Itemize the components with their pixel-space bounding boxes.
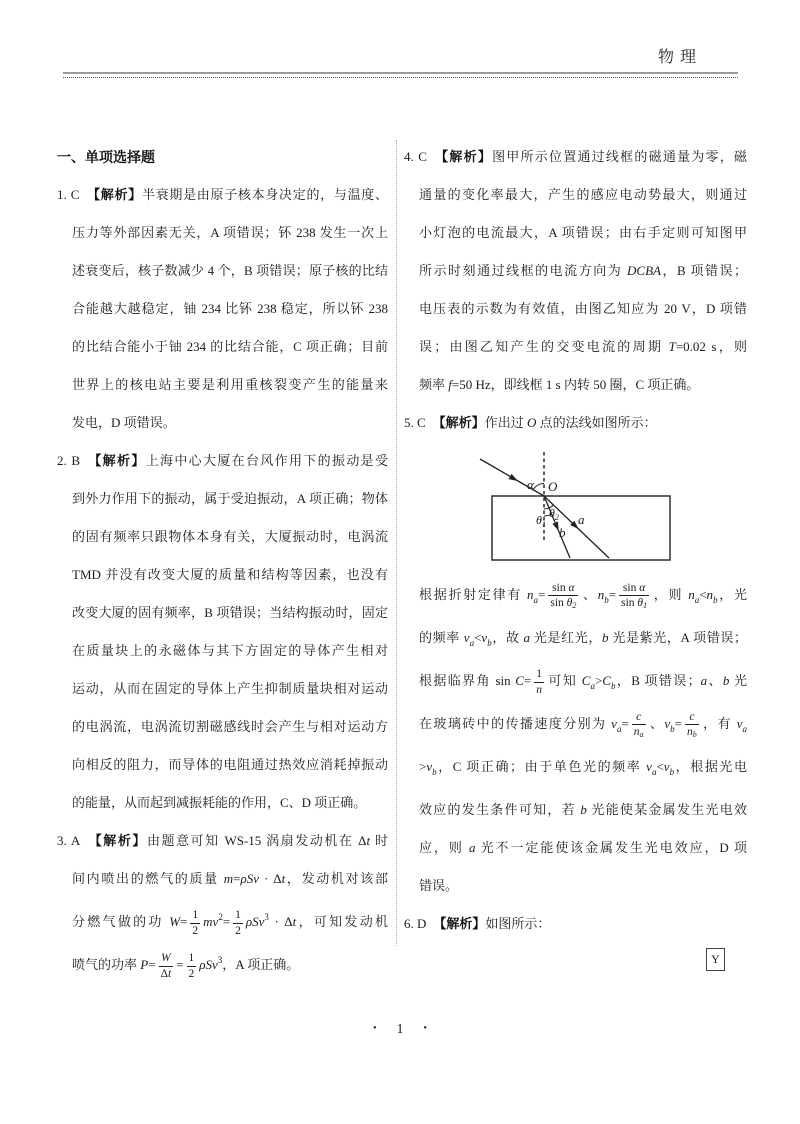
section-title: 一、单项选择题 — [57, 149, 155, 165]
text-line: 在玻璃砖中的传播速度分别为 $v_a=$ $\frac{c}{na}$ 、$v_b=$ $\frac{c}{nb}$ ，有 $v_a$ — [419, 710, 747, 740]
item-number: 4. C — [404, 149, 427, 164]
text-line: 喷气的功率 P= $\frac{W}{\Delta t}$ = $\frac{1}{2}$ ρSv$^3$，A 项正确。 — [72, 952, 300, 980]
text-line: 合能越大越稳定，铀 234 比钚 238 稳定，所以钚 238 — [72, 301, 388, 316]
header-rule — [63, 72, 738, 78]
text-line: 改变大厦的固有频率，B 项错误；当结构振动时，固定 — [72, 605, 388, 620]
text-line: 根据临界角 sin C= $\frac{1}{n}$ 可知 $C_a>C_b$，B 项错误；a、b 光 — [419, 668, 747, 696]
text-line: 的频率 $\nu_a<\nu_b$，故 a 光是红光，b 光是紫光，A 项错误； — [419, 630, 747, 648]
answer-item-1 — [57, 176, 388, 442]
incident-ray-arrow-icon — [509, 474, 520, 484]
text-line: 1. C 【解析】半衰期是由原子核本身决定的，与温度、 — [57, 187, 388, 202]
text-line: 4. C 【解析】图甲所示位置通过线框的磁通量为零，磁 — [404, 149, 747, 164]
answer-item-3 — [57, 822, 388, 984]
text-line: 到外力作用下的振动，属于受迫振动，A 项正确；物体 — [72, 491, 388, 506]
text-line: 向相反的阻力，而导体的电阻通过热效应消耗掉振动 — [72, 757, 388, 772]
ray-a-label: a — [578, 512, 585, 527]
answer-item-6 — [404, 905, 747, 943]
text-line: 世界上的核电站主要是利用重核裂变产生的能量来 — [72, 377, 388, 392]
text-line: 3. A 【解析】由题意可知 WS-15 涡扇发动机在 Δt 时 — [57, 833, 388, 848]
text-line: 所示时刻通过线框的电流方向为 DCBA，B 项错误； — [419, 263, 747, 278]
fraction: $\frac{1}{2}$ — [192, 909, 199, 937]
fraction: $\frac{1}{2}$ — [188, 952, 195, 980]
version-mark-box: Y — [706, 948, 725, 971]
column-divider — [396, 140, 397, 946]
text-line: 应，则 a 光不一定能使该金属发生光电效应，D 项 — [419, 840, 747, 855]
text-line: 运动，从而在固定的导体上产生抑制质量块相对运动 — [72, 681, 388, 696]
text-line: 效应的发生条件可知，若 b 光能使某金属发生光电效 — [419, 802, 747, 817]
text-line: 间内喷出的燃气的质量 m=ρSv · Δt，发动机对该部 — [72, 871, 388, 886]
item-number: 6. D — [404, 916, 427, 931]
alpha-angle-arc — [533, 484, 544, 490]
text-line: 发电，D 项错误。 — [72, 415, 176, 430]
text-line: 根据折射定律有 $n_a=$ $\frac{\text{sin α}}{\text{sin θ2}}$ 、$n_b=$ $\frac{\text{sin α}}{\text{sin θ1}}$ ，则 $n_a<n_b$，光 — [419, 581, 747, 611]
text-line: 通量的变化率最大，产生的感应电动势最大，则通过 — [419, 187, 747, 202]
fraction: $\frac{1}{n}$ — [536, 668, 543, 696]
glass-block — [492, 496, 670, 560]
text-line: 错误。 — [419, 878, 459, 893]
answer-item-5-intro — [404, 404, 747, 442]
text-line: 6. D 【解析】如图所示： — [404, 916, 551, 931]
left-column — [57, 138, 388, 984]
right-column — [404, 138, 747, 943]
item-number: 5. C — [404, 415, 426, 430]
fraction: $\frac{\text{sin α}}{\text{sin θ2}}$ — [550, 581, 577, 611]
fraction: $\frac{1}{2}$ — [235, 909, 241, 937]
text-line: 分燃气做的功 W= $\frac{1}{2}$ $mv^2=$ $\frac{1}{2}$ ρSv$^3$ · Δt，可知发动机 — [72, 909, 388, 937]
item-number: 1. C — [57, 187, 80, 202]
text-line: TMD 并没有改变大厦的质量和结构等因素，也没有 — [72, 567, 388, 582]
text-line: 5. C 【解析】作出过 O 点的法线如图所示： — [404, 415, 657, 430]
text-line: 的固有频率只跟物体本身有关，大厦振动时，电涡流 — [72, 529, 388, 544]
text-line: 在质量块上的永磁体与其下方固定的导体产生相对 — [72, 643, 388, 658]
text-line: 的电涡流，电涡流切割磁感线时会产生与相对运动方 — [72, 719, 388, 734]
theta1-label: $\theta_1$ — [536, 513, 546, 529]
text-line: $>v_b$，C 项正确；由于单色光的频率 $\nu_a<\nu_b$，根据光电 — [419, 759, 747, 777]
fraction: $\frac{\text{sin α}}{\text{sin θ1}}$ — [621, 581, 648, 611]
text-line: 误；由图乙知产生的交变电流的周期 T=0.02 s，则 — [419, 339, 747, 354]
text-line: 的能量，从而起到减振耗能的作用，C、D 项正确。 — [72, 795, 367, 810]
footer-left-dot: • — [372, 1023, 377, 1034]
text-line: 2. B 【解析】上海中心大厦在台风作用下的振动是受 — [57, 453, 388, 468]
text-line: 电压表的示数为有效值，由图乙知应为 20 V，D 项错 — [419, 301, 747, 316]
answer-item-5 — [404, 404, 747, 905]
page-header-title: 物理 — [657, 49, 702, 66]
item-number: 2. B — [57, 453, 81, 468]
fraction: $\frac{c}{na}$ — [633, 710, 644, 740]
page-number: 1 — [396, 1022, 404, 1037]
answer-item-2 — [57, 442, 388, 822]
ray-b-label: b — [559, 525, 566, 540]
point-o-label: O — [548, 479, 558, 494]
text-line: 压力等外部因素无关，A 项错误；钚 238 发生一次上 — [72, 225, 388, 240]
refraction-diagram — [446, 445, 746, 571]
page-footer — [0, 1022, 800, 1038]
text-line: 小灯泡的电流最大，A 项错误；由右手定则可知图甲 — [419, 225, 747, 240]
footer-right-dot: • — [423, 1023, 428, 1034]
alpha-label: α — [527, 477, 534, 492]
text-line: 频率 f=50 Hz，即线框 1 s 内转 50 圈，C 项正确。 — [419, 377, 700, 392]
text-line: 的比结合能小于铀 234 的比结合能，C 项正确；目前 — [72, 339, 388, 354]
theta2-label: $\theta_2$ — [549, 506, 559, 522]
fraction: $\frac{c}{nb}$ — [687, 710, 697, 740]
item-number: 3. A — [57, 833, 81, 848]
fraction: $\frac{W}{\Delta t}$ — [160, 952, 172, 980]
answer-item-4 — [404, 138, 747, 404]
text-line: 述衰变后，核子数减少 4 个，B 项错误；原子核的比结 — [72, 263, 388, 278]
answer-item-5-body — [404, 576, 747, 905]
